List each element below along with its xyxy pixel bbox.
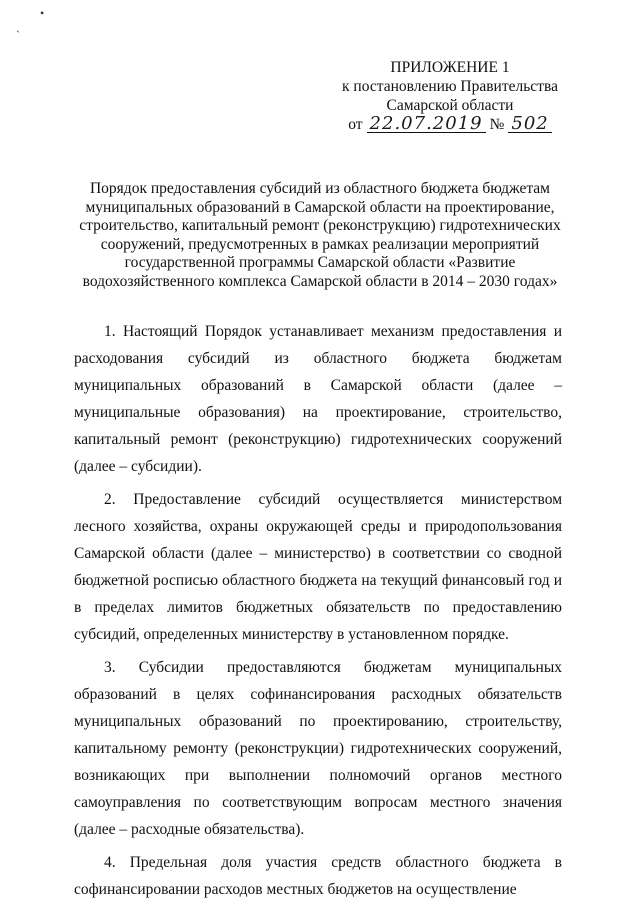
handwritten-number: 502 (508, 115, 551, 133)
paragraph-4: 4. Предельная доля участия средств областного бюджета в софинансировании расходов местных бюджетов на осуществление (74, 854, 562, 898)
paragraph-1: 1. Настоящий Порядок устанавливает механизм предоставления и расходования субсидий из областного бюджета бюджетам муниципальных образований в Самарской области (далее – муниципальные образования) на проектирование, строительство, капитальный ремонт (реконструкцию) гидротехнических сооружений (далее – субсидии). (74, 323, 562, 475)
annex-line-2: Самарской области (386, 97, 514, 114)
paragraph-3: 3. Субсидии предоставляются бюджетам муниципальных образований в целях софинансирования расходных обязательств муниципальных образований по проектированию, строительству, капитальному ремонту (реконструкции) гидротехнических сооружений, возникающих при выполнении полномочий органов местного самоуправления по соответствующим вопросам местного значения (далее – расходные обязательства). (74, 659, 562, 838)
annex-date-line (330, 115, 570, 134)
date-prefix: от (348, 116, 363, 133)
number-prefix: № (489, 116, 505, 133)
annex-line-1: к постановлению Правительства (342, 78, 558, 95)
document-body (74, 318, 562, 903)
annex-heading: ПРИЛОЖЕНИЕ 1 (390, 59, 510, 76)
handwritten-date: 22.07.2019 (367, 115, 486, 133)
scan-tick-mark: ˋ (16, 28, 20, 42)
scan-dot-mark: • (40, 6, 45, 20)
paragraph-2: 2. Предоставление субсидий осуществляется министерством лесного хозяйства, охраны окружающей среды и природопользования Самарской области (далее – министерство) в соответствии со сводной бюджетной росписью областного бюджета на текущий финансовый год и в пределах лимитов бюджетных обязательств по предоставлению субсидий, определенных министерству в установленном порядке. (74, 491, 562, 643)
annex-block (330, 58, 570, 134)
document-title: Порядок предоставления субсидий из областного бюджета бюджетам муниципальных образований в Самарской области на проектирование, строительство, капитальный ремонт (реконструкцию) гидротехнических сооружений, предусмотренных в рамках реализации мероприятий государственной программы Самарской области «Развитие водохозяйственного комплекса Самарской области в 2014 – 2030 годах» (79, 180, 561, 290)
